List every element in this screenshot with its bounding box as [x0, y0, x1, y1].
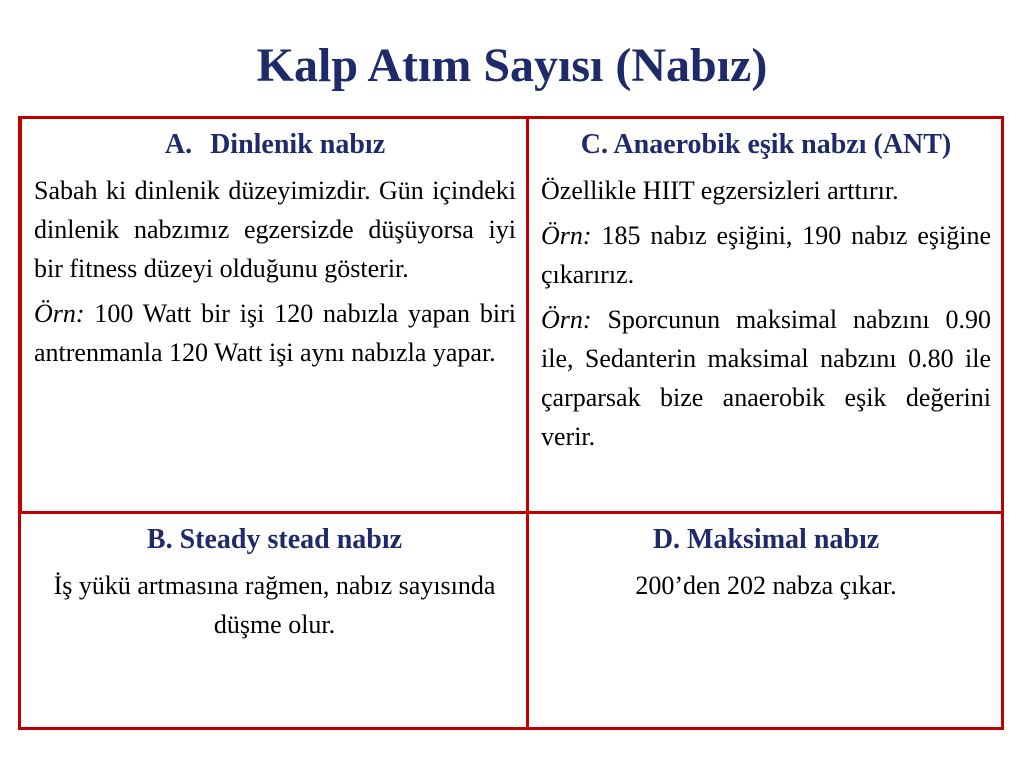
cell-c-paragraph-2: [541, 216, 991, 294]
cell-a-heading: [34, 127, 516, 163]
cell-anaerobic-threshold: [526, 116, 1004, 514]
cell-c-example-1-text: 185 nabız eşiğini, 190 nabız eşiğine çıkarırız.: [541, 221, 991, 289]
cell-resting-pulse: [18, 116, 529, 514]
content-grid: [18, 116, 1004, 730]
cell-c-paragraph-1: Özellikle HIIT egzersizleri arttırır.: [541, 176, 899, 205]
cell-a-title: Dinlenik nabız: [210, 129, 386, 160]
cell-steady-state-pulse: [18, 511, 529, 730]
cell-b-paragraph-1: İş yükü artmasına rağmen, nabız sayısında düşme olur.: [53, 571, 496, 639]
cell-a-paragraph-2: [34, 294, 516, 372]
cell-c-example-1-label: Örn:: [541, 221, 592, 250]
cell-a-example-text: 100 Watt bir işi 120 nabızla yapan biri antrenmanla 120 Watt işi aynı nabızla yapar.: [34, 299, 516, 367]
cell-maximal-pulse: [526, 511, 1004, 730]
cell-a-paragraph-1: Sabah ki dinlenik düzeyimizdir. Gün içindeki dinlenik nabzımız egzersizde düşüyorsa iyi bir fitness düzeyi olduğunu gösterir.: [34, 176, 516, 283]
cell-a-example-label: Örn:: [34, 299, 85, 328]
cell-c-title: C. Anaerobik eşik nabzı (ANT): [580, 129, 952, 160]
cell-c-paragraph-3: [541, 300, 991, 456]
cell-b-title: B. Steady stead nabız: [146, 524, 403, 555]
cell-d-title: D. Maksimal nabız: [652, 524, 880, 555]
slide-title: Kalp Atım Sayısı (Nabız): [256, 39, 768, 92]
cell-d-paragraph-1: 200’den 202 nabza çıkar.: [635, 571, 897, 600]
cell-c-example-2-text: Sporcunun maksimal nabzını 0.90 ile, Sedanterin maksimal nabzını 0.80 ile çarparsak bize anaerobik eşik değerini verir.: [541, 305, 991, 451]
cell-a-letter: A.: [164, 129, 193, 160]
cell-c-example-2-label: Örn:: [541, 305, 592, 334]
